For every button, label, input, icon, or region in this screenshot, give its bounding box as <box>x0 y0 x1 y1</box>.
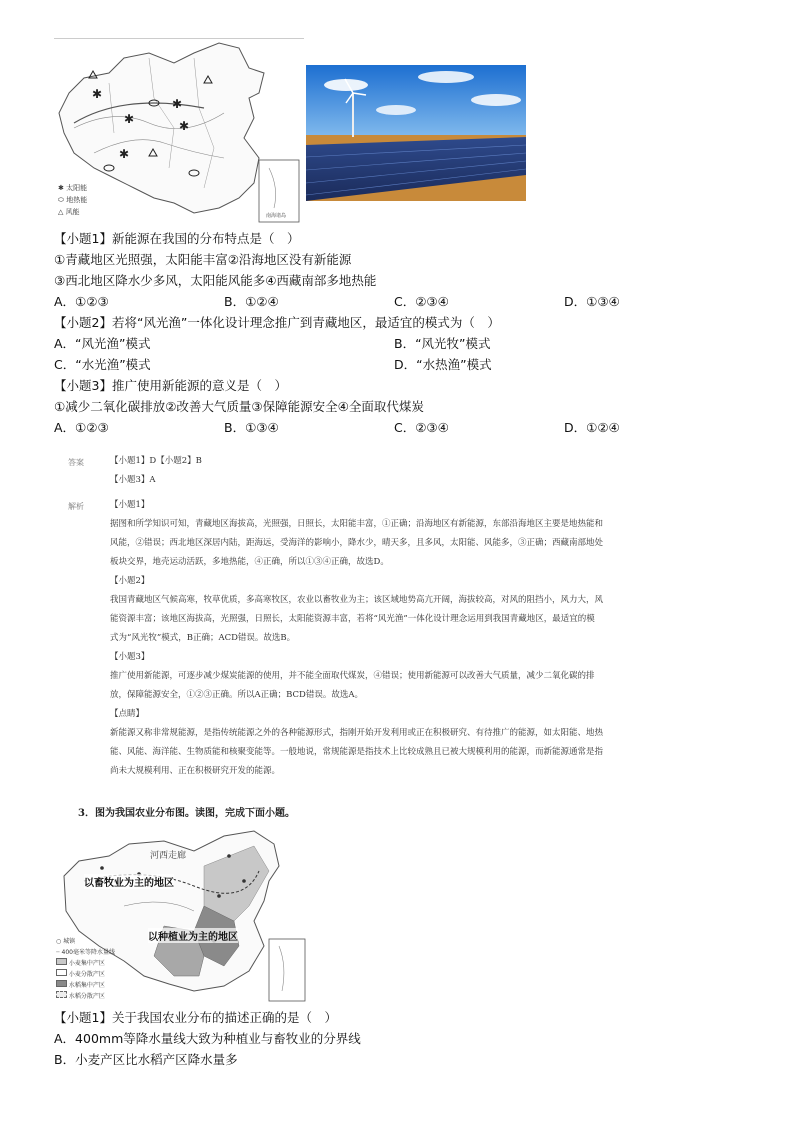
geothermal-icon: ⬭ <box>58 196 67 204</box>
q3-option-b[interactable]: B．①③④ <box>224 420 279 435</box>
analysis-label: 解析 <box>68 502 84 511</box>
s3-q1-title: 【小题1】关于我国农业分布的描述正确的是（ ） <box>54 1010 337 1025</box>
legend-wheat-scattered: 小麦分散产区 <box>68 971 105 978</box>
energy-distribution-map <box>54 38 304 228</box>
q2-option-d[interactable]: D．“水热渔”模式 <box>394 357 492 372</box>
analysis-p2-line: 我国青藏地区气候高寒，牧草优质，多高寒牧区，农业以畜牧业为主；该区域地势高亢开阔，海拔较高，对风的阻挡小，风力大，风 <box>110 595 604 605</box>
s3-q1-option-a[interactable]: A．400mm等降水量线大致为种植业与畜牧业的分界线 <box>54 1031 361 1046</box>
analysis-p1-line: 据图和所学知识可知，青藏地区海拔高，光照强，日照长，太阳能丰富，①正确；沿海地区有新能源，东部沿海地区主要是地热能和 <box>110 519 604 529</box>
q2-title: 【小题2】若将“风光渔”一体化设计理念推广到青藏地区，最适宜的模式为（ ） <box>54 315 500 330</box>
answer-line-2: 【小题3】A <box>110 475 156 485</box>
rice-scattered-swatch <box>56 991 67 998</box>
legend-geothermal: 地热能 <box>66 196 88 204</box>
q2-option-c[interactable]: C．“水光渔”模式 <box>54 357 151 372</box>
sun-icon: ✱ <box>119 147 130 161</box>
q3-option-d[interactable]: D．①②④ <box>564 420 620 435</box>
legend-isohyet: 400毫米等降水量线 <box>61 949 115 956</box>
analysis-p2-line: 式为“风光牧”模式，B正确；ACD错误。故选B。 <box>110 633 296 643</box>
map-label-farming: 以种植业为主的地区 <box>148 928 238 943</box>
isohyet-icon: ┈ <box>56 949 62 956</box>
sun-icon: ✱ <box>58 184 67 192</box>
inset-label: 南海诸岛 <box>266 213 287 219</box>
analysis-heading-3: 【小题3】 <box>110 652 150 662</box>
china-map-outline <box>54 38 304 228</box>
sun-icon: ✱ <box>179 119 190 133</box>
legend-rice-concentrated: 水稻集中产区 <box>68 982 105 989</box>
map-label-hexi: 河西走廊 <box>150 851 187 861</box>
s3-q1-option-b[interactable]: B．小麦产区比水稻产区降水量多 <box>54 1052 238 1067</box>
q1-option-c[interactable]: C．②③④ <box>394 294 449 309</box>
solar-farm-photo <box>306 65 526 201</box>
analysis-heading-4: 【点睛】 <box>110 709 145 719</box>
answer-line-1: 【小题1】D【小题2】B <box>110 456 202 466</box>
analysis-p4-line: 能、风能、海洋能、生物质能和核聚变能等。一般地说，常规能源是指技术上比较成熟且已被大规模利用的能源，而新能源通常是指 <box>110 747 604 757</box>
legend-wind: 风能 <box>65 208 80 216</box>
q2-option-a[interactable]: A．“风光渔”模式 <box>54 336 151 351</box>
legend-rice-scattered: 水稻分散产区 <box>68 993 105 1000</box>
q3-title: 【小题3】推广使用新能源的意义是（ ） <box>54 378 287 393</box>
sun-icon: ✱ <box>92 87 103 101</box>
q1-statement-2: ③西北地区降水少多风，太阳能风能多④西藏南部多地热能 <box>54 273 377 288</box>
rice-concentrated-swatch <box>56 980 67 987</box>
wheat-scattered-swatch <box>56 969 67 976</box>
analysis-p3-line: 推广使用新能源，可逐步减少煤炭能源的使用，并不能全面取代煤炭，④错误；使用新能源可以改善大气质量，减少二氧化碳的排 <box>110 671 595 681</box>
legend-town: 城镇 <box>63 938 76 945</box>
agriculture-legend <box>56 936 115 1002</box>
wheat-concentrated-swatch <box>56 958 67 965</box>
q1-statement-1: ①青藏地区光照强，太阳能丰富②沿海地区没有新能源 <box>54 252 352 267</box>
answer-label: 答案 <box>68 458 84 467</box>
analysis-p4-line: 新能源又称非常规能源，是指传统能源之外的各种能源形式，指刚开始开发利用或正在积极研究、有待推广的能源，如太阳能、地热 <box>110 728 604 738</box>
q3-option-c[interactable]: C．②③④ <box>394 420 449 435</box>
analysis-p2-line: 能资源丰富；该地区海拔高，光照强，日照长，太阳能资源丰富，若将“风光渔”一体化设计理念运用到我国青藏地区，最适宜的模 <box>110 614 595 624</box>
town-icon: ○ <box>56 938 64 945</box>
analysis-p3-line: 放，保障能源安全，①②③正确。所以A正确；BCD错误。故选A。 <box>110 690 364 700</box>
q1-option-b[interactable]: B．①②④ <box>224 294 279 309</box>
q3-statement: ①减少二氧化碳排放②改善大气质量③保障能源安全④全面取代煤炭 <box>54 399 424 414</box>
section3-title: 3．图为我国农业分布图。读图，完成下面小题。 <box>78 808 295 819</box>
map-legend <box>58 182 87 218</box>
analysis-p4-line: 尚未大规模利用、正在积极研究开发的能源。 <box>110 766 281 776</box>
analysis-p1-line: 板块交界，地壳运动活跃，多地热能，④正确，所以①③④正确，故选D。 <box>110 557 389 567</box>
agriculture-map <box>54 826 310 1010</box>
q1-option-a[interactable]: A．①②③ <box>54 294 109 309</box>
q2-option-b[interactable]: B．“风光牧”模式 <box>394 336 491 351</box>
sun-icon: ✱ <box>172 97 183 111</box>
sun-icon: ✱ <box>124 112 135 126</box>
analysis-heading-1: 【小题1】 <box>110 500 150 510</box>
map-label-pastoral: 以畜牧业为主的地区 <box>84 874 174 889</box>
legend-wheat-concentrated: 小麦集中产区 <box>68 960 105 967</box>
q1-option-d[interactable]: D．①③④ <box>564 294 620 309</box>
q3-option-a[interactable]: A．①②③ <box>54 420 109 435</box>
legend-solar: 太阳能 <box>66 184 88 192</box>
q1-title: 【小题1】新能源在我国的分布特点是（ ） <box>54 231 300 246</box>
analysis-heading-2: 【小题2】 <box>110 576 150 586</box>
south-china-sea-inset <box>269 939 305 1001</box>
analysis-p1-line: 风能，②错误；西北地区深居内陆，距海远，受海洋的影响小，降水少，晴天多，且多风，太阳能、风能多，③正确；西藏南部地处 <box>110 538 604 548</box>
wind-icon: △ <box>58 208 66 216</box>
